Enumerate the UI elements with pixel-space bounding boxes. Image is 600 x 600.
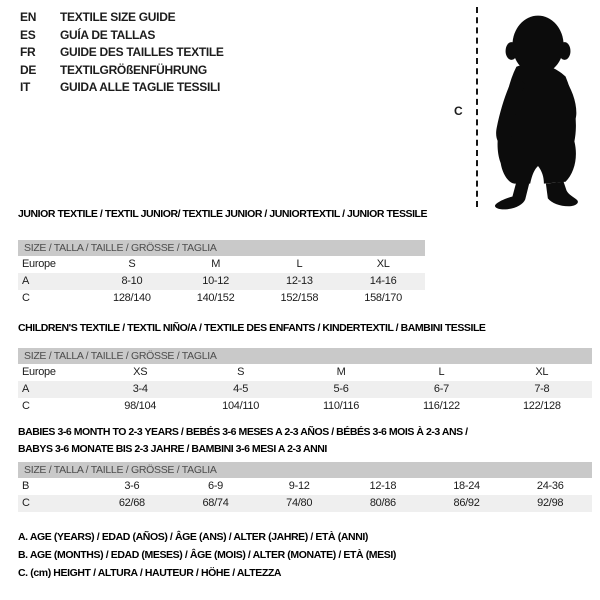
language-row <box>20 62 224 80</box>
language-code: EN <box>20 10 37 24</box>
size-header-bar <box>18 240 425 256</box>
row-label: C <box>22 292 30 304</box>
table-cell: XS <box>133 366 148 378</box>
table-cell: 12-13 <box>286 275 313 287</box>
table-title <box>18 206 428 223</box>
size-header-label: SIZE / TALLA / TAILLE / GRÖSSE / TAGLIA <box>24 464 217 476</box>
table-row <box>18 381 592 398</box>
table-row <box>18 273 425 290</box>
table-cell: S <box>237 366 245 378</box>
language-row <box>20 27 224 45</box>
table-body <box>18 478 592 512</box>
row-label: Europe <box>22 258 56 270</box>
table-cell: 80/86 <box>369 497 396 509</box>
table-cell: 158/170 <box>364 292 402 304</box>
table-cell: 9-12 <box>288 480 310 492</box>
table-title <box>18 424 592 458</box>
table-title-line: BABYS 3-6 MONATE BIS 2-3 JAHRE / BAMBINI 3-6 MESI A 2-3 ANNI <box>18 443 327 455</box>
table-cell: 68/74 <box>202 497 229 509</box>
table-cell: M <box>336 366 346 378</box>
table-title-line: CHILDREN'S TEXTILE / TEXTIL NIÑO/A / TEXTILE DES ENFANTS / KINDERTEXTIL / BAMBINI TESSILE <box>18 322 486 334</box>
height-measure-label: C <box>454 104 463 118</box>
table-cell: 86/92 <box>453 497 480 509</box>
table-cell: S <box>128 258 136 270</box>
size-header-bar <box>18 348 592 364</box>
table-cell: 92/98 <box>537 497 564 509</box>
row-label: B <box>22 480 30 492</box>
table-cell: 10-12 <box>202 275 229 287</box>
language-row <box>20 79 224 97</box>
table-cell: 3-6 <box>124 480 140 492</box>
baby-silhouette-icon <box>481 4 597 210</box>
table-cell: 5-6 <box>333 383 349 395</box>
height-measure-dashed-line <box>476 7 478 207</box>
table-cell: 7-8 <box>534 383 550 395</box>
table-body <box>18 364 592 415</box>
size-header-bar <box>18 462 592 478</box>
table-cell: L <box>296 258 303 270</box>
row-label: C <box>22 400 30 412</box>
table-cell: 140/152 <box>196 292 235 304</box>
row-label: C <box>22 497 30 509</box>
table-cell: 8-10 <box>121 275 143 287</box>
table-row <box>18 364 592 381</box>
language-code: FR <box>20 45 36 59</box>
language-header <box>20 9 224 97</box>
table-row <box>18 478 592 495</box>
table-cell: 3-4 <box>132 383 148 395</box>
table-cell: 12-18 <box>369 480 397 492</box>
table-cell: 6-7 <box>433 383 449 395</box>
table-row <box>18 256 425 273</box>
table-row <box>18 495 592 512</box>
language-title: TEXTILE SIZE GUIDE <box>60 10 176 24</box>
table-cell: 104/110 <box>222 400 260 412</box>
language-row <box>20 44 224 62</box>
size-header-label: SIZE / TALLA / TAILLE / GRÖSSE / TAGLIA <box>24 350 217 362</box>
table-cell: 122/128 <box>522 400 561 412</box>
row-label: A <box>22 383 30 395</box>
table-row <box>18 290 425 307</box>
table-cell: 18-24 <box>453 480 480 492</box>
table-title-line: JUNIOR TEXTILE / TEXTIL JUNIOR/ TEXTILE JUNIOR / JUNIORTEXTIL / JUNIOR TESSILE <box>18 208 428 220</box>
table-body <box>18 256 425 307</box>
table-cell: 14-16 <box>369 275 397 287</box>
footnote-a: A. AGE (YEARS) / EDAD (AÑOS) / ÂGE (ANS) / ALTER (JAHRE) / ETÀ (ANNI) <box>18 531 369 543</box>
table-cell: L <box>438 366 445 378</box>
table-cell: XL <box>535 366 549 378</box>
table-cell: XL <box>376 258 390 270</box>
language-title: TEXTILGRÖßENFÜHRUNG <box>60 62 207 77</box>
table-cell: 62/68 <box>118 497 145 509</box>
size-header-label: SIZE / TALLA / TAILLE / GRÖSSE / TAGLIA <box>24 242 217 254</box>
language-title: GUIDE DES TAILLES TEXTILE <box>60 45 224 59</box>
language-row <box>20 9 224 27</box>
table-cell: 6-9 <box>208 480 223 492</box>
row-label: Europe <box>22 366 56 378</box>
table-cell: M <box>211 258 221 270</box>
language-title: GUÍA DE TALLAS <box>60 27 156 42</box>
table-cell: 4-5 <box>233 383 249 395</box>
children-table-section <box>18 320 592 415</box>
table-cell: 152/158 <box>280 292 319 304</box>
table-cell: 116/122 <box>422 400 460 412</box>
babies-table-section <box>18 424 592 512</box>
language-code: IT <box>20 80 31 94</box>
table-title <box>18 320 592 337</box>
table-cell: 98/104 <box>124 400 157 412</box>
language-title: GUIDA ALLE TAGLIE TESSILI <box>60 80 221 94</box>
table-cell: 24-36 <box>536 480 564 492</box>
language-code: DE <box>20 62 37 77</box>
table-row <box>18 398 592 415</box>
footnote-b: B. AGE (MONTHS) / EDAD (MESES) / ÂGE (MOIS) / ALTER (MONATE) / ETÀ (MESI) <box>18 549 396 561</box>
junior-table-section <box>18 206 428 307</box>
language-code: ES <box>20 27 36 42</box>
legend-footnotes <box>18 528 396 582</box>
table-cell: 74/80 <box>286 497 313 509</box>
table-cell: 110/116 <box>323 400 360 412</box>
table-cell: 128/140 <box>113 292 151 304</box>
row-label: A <box>22 275 30 287</box>
footnote-c: C. (cm) HEIGHT / ALTURA / HAUTEUR / HÖHE / ALTEZZA <box>18 567 282 579</box>
table-title-line: BABIES 3-6 MONTH TO 2-3 YEARS / BEBÉS 3-6 MESES A 2-3 AÑOS / BÉBÉS 3-6 MOIS À 2-3 ANS / <box>18 426 468 438</box>
